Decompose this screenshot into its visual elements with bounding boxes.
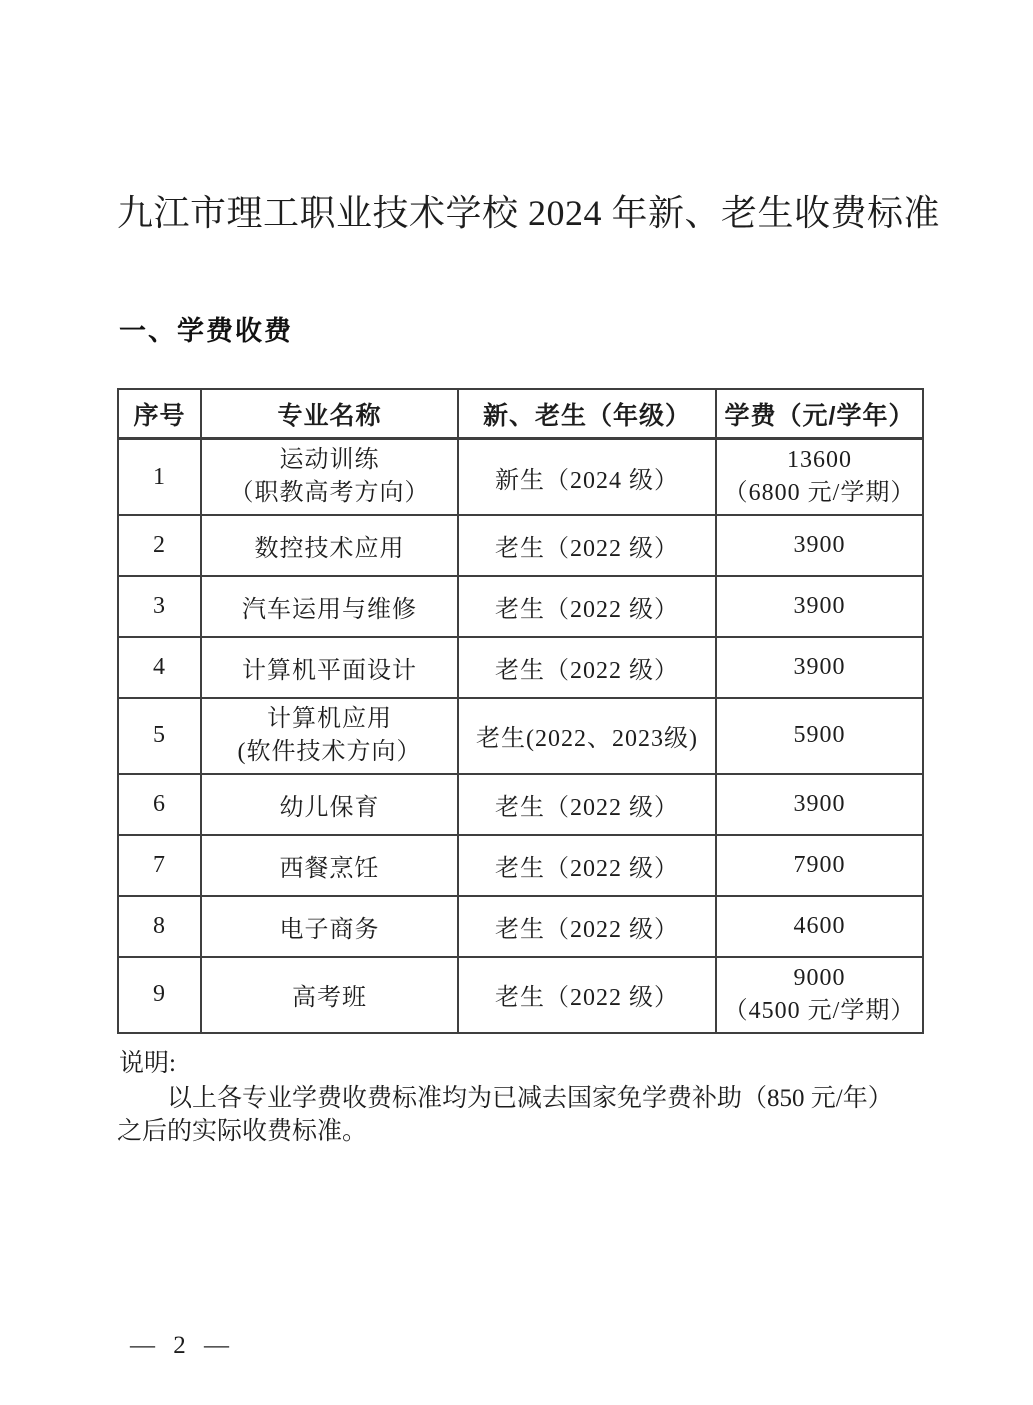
cell-no: 9 (118, 957, 201, 1033)
table-row (118, 835, 923, 896)
fee-line1: 9000 (793, 964, 846, 991)
header-major: 专业名称 (201, 389, 458, 439)
cell-grade: 老生（2022 级） (458, 576, 716, 637)
cell-no: 6 (118, 774, 201, 835)
cell-fee: 7900 (716, 835, 923, 896)
fee-line2: （4500 元/学期） (723, 997, 916, 1024)
table-row (118, 576, 923, 637)
table-row (118, 698, 923, 774)
notes-label: 说明: (119, 1049, 176, 1077)
cell-major (201, 698, 458, 774)
cell-major: 电子商务 (201, 896, 458, 957)
cell-no: 1 (118, 439, 201, 515)
header-no: 序号 (118, 389, 201, 439)
cell-major: 计算机平面设计 (201, 637, 458, 698)
cell-grade: 老生(2022、2023级) (458, 698, 716, 774)
notes-body: 以上各专业学费收费标准均为已减去国家免学费补助（850 元/年）之后的实际收费标准。 (117, 1084, 893, 1145)
cell-grade: 老生（2022 级） (458, 515, 716, 576)
cell-no: 2 (118, 515, 201, 576)
cell-no: 3 (118, 576, 201, 637)
table-row (118, 957, 923, 1033)
cell-no: 5 (118, 698, 201, 774)
table-row (118, 637, 923, 698)
cell-fee: 4600 (716, 896, 923, 957)
cell-no: 4 (118, 637, 201, 698)
tuition-fee-table (117, 388, 924, 1034)
cell-major: 西餐烹饪 (201, 835, 458, 896)
cell-fee: 3900 (716, 774, 923, 835)
table-row (118, 515, 923, 576)
cell-fee: 3900 (716, 515, 923, 576)
cell-no: 8 (118, 896, 201, 957)
section-heading: 一、学费收费 (119, 315, 293, 346)
cell-grade: 老生（2022 级） (458, 774, 716, 835)
cell-major (201, 439, 458, 515)
table-row (118, 896, 923, 957)
fee-line1: 13600 (787, 447, 852, 474)
major-line2: (软件技术方向） (237, 738, 422, 765)
cell-grade: 老生（2022 级） (458, 835, 716, 896)
header-grade: 新、老生（年级） (458, 389, 716, 439)
page-title: 九江市理工职业技术学校 2024 年新、老生收费标准 (117, 193, 941, 233)
cell-no: 7 (118, 835, 201, 896)
cell-grade: 老生（2022 级） (458, 896, 716, 957)
cell-fee (716, 957, 923, 1033)
cell-grade: 老生（2022 级） (458, 957, 716, 1033)
major-line1: 计算机应用 (267, 705, 392, 732)
cell-major: 高考班 (201, 957, 458, 1033)
cell-fee: 5900 (716, 698, 923, 774)
cell-major: 汽车运用与维修 (201, 576, 458, 637)
cell-grade: 老生（2022 级） (458, 637, 716, 698)
cell-grade: 新生（2024 级） (458, 439, 716, 515)
cell-major: 数控技术应用 (201, 515, 458, 576)
cell-major: 幼儿保育 (201, 774, 458, 835)
header-fee: 学费（元/学年） (716, 389, 923, 439)
fee-line2: （6800 元/学期） (723, 480, 916, 507)
table-row (118, 439, 923, 515)
cell-fee: 3900 (716, 576, 923, 637)
page-number: — 2 — (130, 1332, 231, 1359)
cell-fee: 3900 (716, 637, 923, 698)
table-header-row (118, 389, 923, 439)
major-line2: （职教高考方向） (229, 480, 430, 507)
table-row (118, 774, 923, 835)
major-line1: 运动训练 (279, 447, 380, 474)
cell-fee (716, 439, 923, 515)
